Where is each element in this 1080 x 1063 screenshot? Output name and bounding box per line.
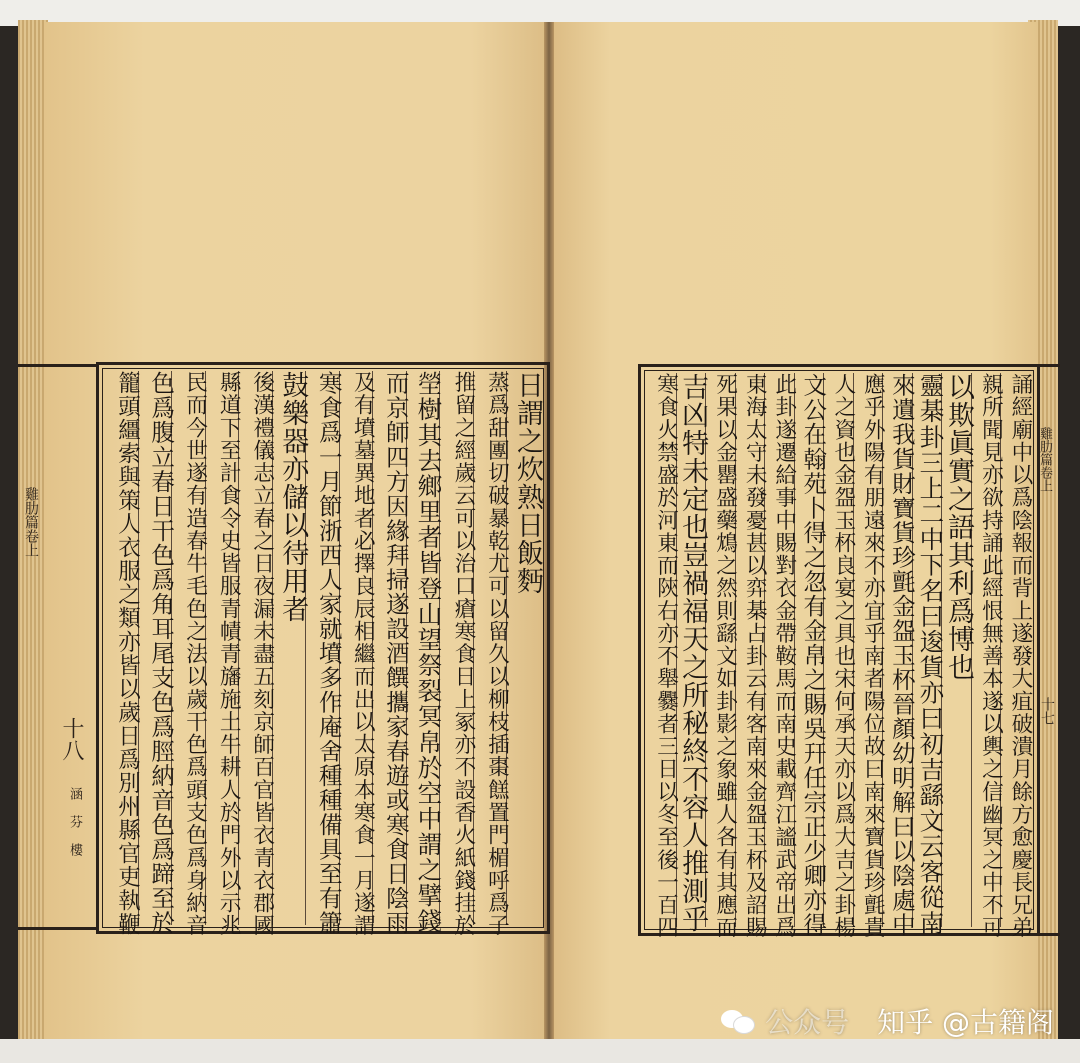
watermark-faint-text: 公众号: [765, 1006, 850, 1039]
left-text-column: 及有墳墓異地者必擇良辰相繼而出以太原本寒食一月遂謂: [339, 371, 374, 925]
left-text-block: [96, 362, 550, 937]
left-text-column: 塋樹其去鄉里者皆登山望祭裂冥帛於空中謂之擘錢: [406, 371, 441, 925]
left-text-column: 後漢禮儀志立春之日夜漏未盡五刻京師百官皆衣青衣郡國: [238, 371, 273, 925]
scan-bottom-margin: [0, 1039, 1080, 1063]
watermark-brand: 知乎 @古籍阁: [877, 1006, 1054, 1039]
left-margin-title: 雞肋篇卷上: [23, 487, 39, 557]
left-margin-publisher: 涵 芬 樓: [67, 787, 82, 856]
right-text-block: [638, 364, 1040, 939]
left-text-column: 推留之經歲云可以治口瘡寒食日上冢亦不設香火紙錢挂於: [439, 371, 474, 925]
right-text-column: 東海太守未發憂甚以弈棊占卦云有客南來金盌玉杯及詔賜: [735, 373, 766, 927]
left-text-column: 民而今世遂有造春牛毛色之法以歲干色爲頭支色爲身納音: [171, 371, 206, 925]
right-text-column: 吉凶特未定也豈禍福天之所秘終不容人推測乎: [677, 373, 709, 933]
left-text-column: 縣道下至計食令史皆服青幘青旛施土牛耕人於門外以示兆: [205, 371, 240, 925]
left-text-column: 鼓樂器亦儲以待用者: [272, 371, 307, 925]
right-text-column: 應乎外陽有朋遠來不亦宜乎南者陽位故曰南來寶貨珍氈貴: [853, 373, 884, 927]
wechat-icon: [721, 1008, 755, 1034]
right-text-column: 此卦遂遷給事中賜對衣金帶鞍馬而南史載齊江謐武帝出爲: [764, 373, 795, 927]
right-text-column: 來遺我貨財寶貨珍氈金盌玉杯晉顏幼明解曰以陰處中: [882, 373, 913, 927]
left-page-fore-edge: [18, 364, 98, 930]
left-text-column: 蒸爲甜團切破暴乾尤可以留久以柳枝插棗餻置門楣呼爲子: [473, 371, 508, 925]
right-text-column: 以欺眞實之語其利爲博也: [941, 373, 972, 927]
right-text-column: 死果以金罌盛藥鴆之然則繇文如卦影之象雖人各有其應而: [705, 373, 736, 927]
watermark: [721, 1001, 1054, 1041]
right-text-column: 文公在翰苑卜得之忽有金帛之賜吳幵任宗正少卿亦得: [794, 373, 825, 927]
left-margin-page: 十八: [59, 717, 84, 761]
left-text-column: 籠頭繮索與策人衣服之類亦皆以歲日爲別州縣官吏執鞭: [114, 371, 141, 936]
right-text-column: 靈棊卦三上二中下名曰逡貨亦曰初吉繇文云客從南: [912, 373, 943, 927]
right-text-column: 人之資也金盌玉杯良宴之具也宋何承天亦以爲大吉之卦楊: [823, 373, 854, 927]
left-text-column: 而京師四方因緣拜掃遂設酒饌攜家春遊或寒食日陰雨: [372, 371, 407, 925]
left-text-column: 寒食爲一月節浙西人家就墳多作庵舍種種備具至有簫: [305, 371, 340, 925]
left-text-column: 色爲腹立春日干色爲角耳尾支色爲脛納音色爲蹄至於: [138, 371, 173, 925]
right-margin-page: 十七: [1039, 697, 1055, 725]
right-margin-title: 雞肋篇卷上: [1037, 427, 1052, 492]
right-text-column: 誦經廟中以爲陰報而背上遂發大疽破潰月餘方愈慶長兄弟: [1000, 373, 1031, 927]
left-text-column: 日謂之炊熟日飯麪: [506, 371, 541, 925]
right-text-column: 親所聞見亦欲持誦此經恨無善本遂以輿之信幽冥之中不可: [971, 373, 1002, 927]
right-text-column: 寒食火禁盛於河東而陝右亦不舉爨者三日以冬至後一百四: [653, 373, 679, 939]
